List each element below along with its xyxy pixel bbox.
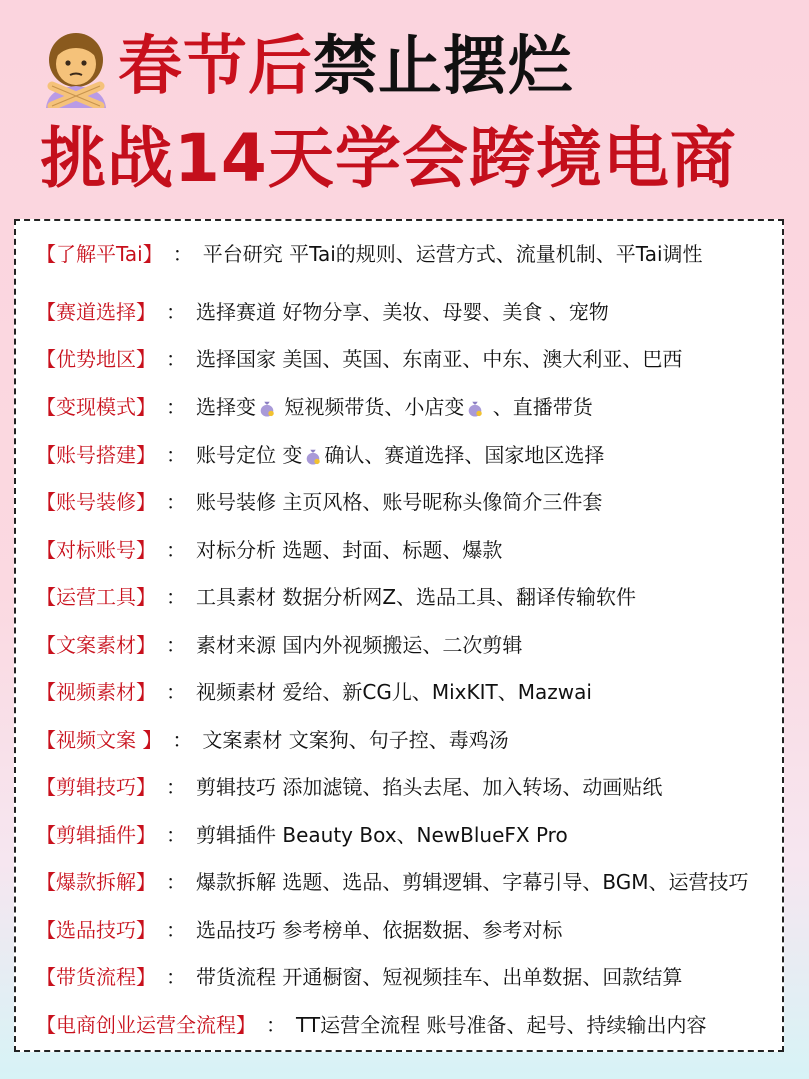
item-text: 选择变 [196, 395, 256, 419]
item-text: 剪辑插件 Beauty Box、NewBlueFX Pro [196, 823, 568, 847]
item-separator: ： [172, 242, 193, 266]
item-tag: 【电商创业运营全流程】 [36, 1013, 256, 1037]
item-separator: ： [166, 347, 186, 371]
item-text: 文案素材 文案狗、句子控、毒鸡汤 [202, 728, 509, 752]
list-item [36, 628, 522, 662]
item-tag: 【了解平Tai】 [36, 242, 163, 266]
item-tag: 【账号搭建】 [36, 443, 156, 467]
item-tag: 【赛道选择】 [36, 300, 156, 324]
item-tag: 【剪辑插件】 [36, 823, 156, 847]
item-tag: 【视频文案 】 [36, 728, 163, 752]
person-gesturing-no-icon [40, 30, 112, 108]
money-bag-icon [304, 447, 322, 465]
list-item [36, 237, 703, 271]
list-item [36, 913, 562, 947]
item-text: 爆款拆解 选题、选品、剪辑逻辑、字幕引导、BGM、运营技巧 [196, 870, 749, 894]
item-separator: ： [166, 633, 186, 657]
item-tag: 【视频素材】 [36, 680, 156, 704]
header [0, 0, 809, 210]
item-tag: 【文案素材】 [36, 633, 156, 657]
item-separator: ： [166, 775, 186, 799]
item-text: 视频素材 爱给、新CG儿、MixKIT、Mazwai [196, 680, 592, 704]
item-separator: ： [166, 823, 186, 847]
item-text: 确认、赛道选择、国家地区选择 [324, 443, 605, 467]
item-tag: 【带货流程】 [36, 965, 156, 989]
item-tag: 【爆款拆解】 [36, 870, 156, 894]
item-separator: ： [166, 870, 186, 894]
item-tag: 【运营工具】 [36, 585, 156, 609]
item-text: 选择赛道 好物分享、美妆、母婴、美食 、宠物 [196, 300, 609, 324]
item-separator: ： [166, 300, 186, 324]
item-tag: 【账号装修】 [36, 490, 156, 514]
item-text: 选择国家 美国、英国、东南亚、中东、澳大利亚、巴西 [196, 347, 683, 371]
list-item [36, 533, 502, 567]
item-separator: ： [166, 680, 186, 704]
item-text: 剪辑技巧 添加滤镜、掐头去尾、加入转场、动画贴纸 [196, 775, 663, 799]
item-text: 短视频带货、小店变 [278, 395, 465, 419]
title-line-2: 挑战14天学会跨境电商 [40, 120, 737, 197]
list-item [36, 723, 509, 757]
item-tag: 【剪辑技巧】 [36, 775, 156, 799]
title-line-1 [118, 24, 573, 110]
money-bag-icon [258, 399, 276, 417]
list-item [36, 960, 682, 994]
list-item [36, 295, 609, 329]
list-item [36, 770, 662, 804]
item-separator: ： [166, 585, 186, 609]
item-tag: 【变现模式】 [36, 395, 156, 419]
item-separator: ： [266, 1013, 286, 1037]
item-separator: ： [166, 395, 186, 419]
item-text: TT运营全流程 账号准备、起号、持续输出内容 [296, 1013, 707, 1037]
title-main: 禁止摆烂 [313, 30, 573, 104]
list-item [36, 675, 592, 709]
list-item [36, 342, 682, 376]
item-text: 选品技巧 参考榜单、依据数据、参考对标 [196, 918, 563, 942]
item-separator: ： [166, 443, 186, 467]
item-separator: ： [166, 965, 186, 989]
list-item [36, 438, 604, 472]
item-text: 平台研究 平Tai的规则、运营方式、流量机制、平Tai调性 [202, 242, 703, 266]
item-text: 、直播带货 [486, 395, 593, 419]
list-item [36, 485, 602, 519]
list-item [36, 390, 593, 424]
list-item [36, 580, 636, 614]
item-tag: 【优势地区】 [36, 347, 156, 371]
item-tag: 【选品技巧】 [36, 918, 156, 942]
item-separator: ： [166, 490, 186, 514]
item-text: 账号装修 主页风格、账号昵称头像简介三件套 [196, 490, 603, 514]
item-text: 工具素材 数据分析网Z、选品工具、翻译传输软件 [196, 585, 637, 609]
item-separator: ： [166, 538, 186, 562]
list-item [36, 818, 568, 852]
money-bag-icon [466, 399, 484, 417]
item-separator: ： [166, 918, 186, 942]
item-text: 对标分析 选题、封面、标题、爆款 [196, 538, 503, 562]
title-highlight: 春节后 [118, 30, 313, 104]
item-text: 带货流程 开通橱窗、短视频挂车、出单数据、回款结算 [196, 965, 683, 989]
item-separator: ： [172, 728, 193, 752]
content-card [14, 219, 784, 1052]
item-tag: 【对标账号】 [36, 538, 156, 562]
list-item [36, 1008, 706, 1042]
item-text: 素材来源 国内外视频搬运、二次剪辑 [196, 633, 523, 657]
list-item [36, 865, 748, 899]
item-text: 账号定位 变 [196, 443, 303, 467]
